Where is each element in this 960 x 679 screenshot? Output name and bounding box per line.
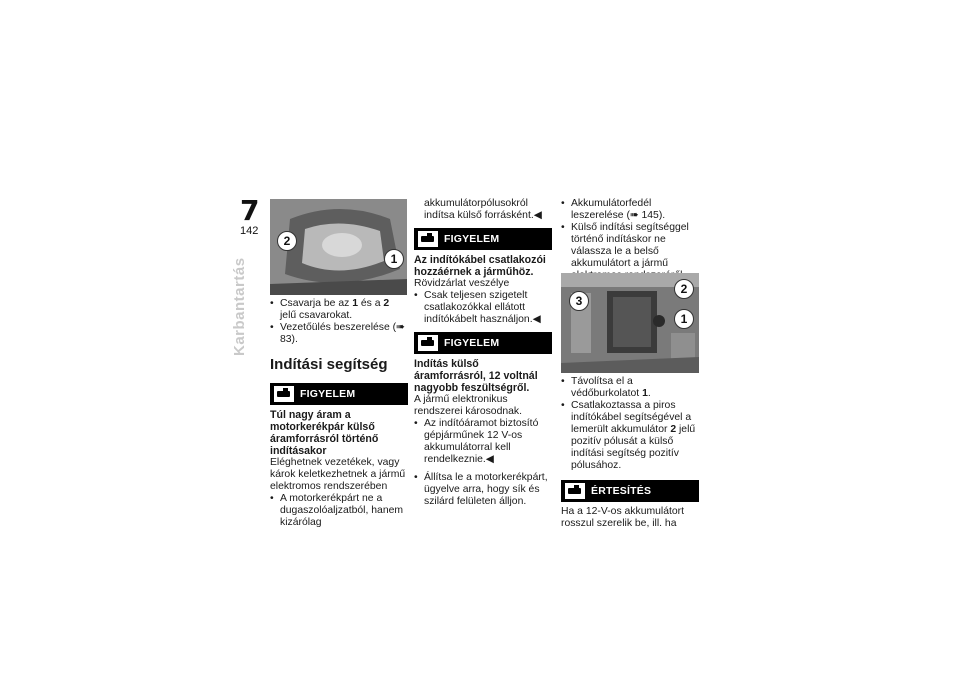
warning-body: Eléghetnek vezetékek, vagy károk keletkezhetnek a jármű elektromos rendszerében (270, 457, 406, 492)
step-bullet: • Csavarja be az 1 és a 2 jelű csavarokat. (270, 298, 408, 322)
warning-banner: FIGYELEM (270, 383, 408, 405)
warning-title: Indítás külső áramforrásról, 12 voltnál nagyobb feszültségről. (414, 358, 538, 394)
step-bullet: • Akkumulátorfedél leszerelése (➠ 145). (561, 198, 699, 222)
callout-1: 1 (674, 309, 694, 329)
warning-icon (274, 386, 294, 402)
column-3-bottom (561, 376, 699, 530)
column-2 (414, 198, 552, 508)
warning-banner: FIGYELEM (414, 228, 552, 250)
warning-icon (418, 335, 438, 351)
notice-banner: ÉRTESÍTÉS (561, 480, 699, 502)
warning-icon (418, 231, 438, 247)
warning-title: Túl nagy áram a motorkerékpár külső áramforrásról történő indításakor (270, 409, 379, 457)
column-3-top (561, 198, 699, 282)
seat-photo (270, 199, 407, 295)
notice-icon (565, 483, 585, 499)
step-bullet: • Távolítsa el a védőburkolatot 1. (561, 376, 699, 400)
warning-banner: FIGYELEM (414, 332, 552, 354)
callout-3: 3 (569, 291, 589, 311)
chapter-number: 7 (240, 194, 260, 227)
warning-body: Rövidzárlat veszélye (414, 278, 510, 289)
step-bullet: • Vezetőülés beszerelése (➠ 83). (270, 322, 408, 346)
step-bullet: • Külső indítási segítséggel történő indításkor ne válassza le a belső akkumulátort a jármű (561, 222, 699, 282)
warning-bullet: • A motorkerékpárt ne a dugaszolóaljzatból, hanem kizárólag (270, 493, 408, 529)
callout-2: 2 (277, 231, 297, 251)
callout-1: 1 (384, 249, 404, 269)
warning-body: A jármű elektronikus rendszerei károsodnak. (414, 394, 523, 417)
column-1 (270, 298, 408, 529)
warning-title: Az indítókábel csatlakozói hozzáérnek a járműhöz. (414, 254, 546, 278)
step-bullet: • Csatlakoztassa a piros indítókábel segítségével a lemerült akkumulátor 2 jelű pozitív pólusát a külső indítási segítség pozitív pólusához. (561, 400, 699, 472)
warning-bullet: • Az indítóáramot biztosító gépjárműnek 12 V-os akkumulátorral kell rendelkeznie.◀ (414, 418, 552, 466)
step-bullet: • Állítsa le a motorkerékpárt, ügyelve arra, hogy sík és szilárd felületen álljon. (414, 472, 552, 508)
callout-2: 2 (674, 279, 694, 299)
notice-body: Ha a 12-V-os akkumulátort rosszul szerelik be, ill. ha (561, 506, 685, 529)
chapter-title: Karbantartás (231, 257, 248, 356)
section-heading: Indítási segítség (270, 356, 388, 373)
page-number: 142 (240, 225, 259, 237)
warning-bullet: • Csak teljesen szigetelt csatlakozókkal ellátott indítókábelt használjon.◀ (414, 290, 552, 326)
continued-text: akkumulátorpólusokról indítsa külső forrásként.◀ (424, 198, 542, 221)
battery-photo (561, 273, 699, 373)
